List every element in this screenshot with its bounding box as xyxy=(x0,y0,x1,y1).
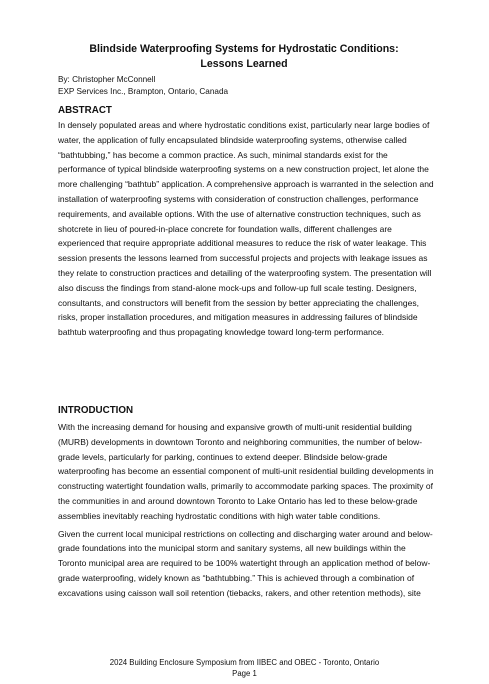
title-line-1: Blindside Waterproofing Systems for Hydrostatic Conditions: xyxy=(89,43,399,55)
page-footer xyxy=(0,657,489,679)
author-line: By: Christopher McConnell xyxy=(58,75,156,84)
abstract-heading: ABSTRACT xyxy=(58,105,112,116)
abstract-paragraph: In densely populated areas and where hydrostatic conditions exist, particularly near large bodies of water, the application of fully encapsulated blindside waterproofing systems, otherwise called “bathtubbing,” has become a common practice. As such, minimal standards exist for the performance of typical blindside waterproofing systems on a new construction project, let alone the more challenging “bathtub” application. A comprehensive approach is warranted in the selection and installation of waterproofing systems with consideration of construction challenges, performance requirements, and available options. With the use of alternative construction techniques, such as shotcrete in lieu of poured-in-place concrete for foundation walls, different challenges are experienced that require appropriate additional measures to reduce the risk of water leakage. This session presents the lessons learned from successful projects and projects with leakage issues as they relate to construction practices and detailing of the waterproofing system. The presentation will also discuss the findings from stand-alone mock-ups and follow-up full scale testing. Designers, consultants, and constructors will benefit from the session by better appreciating the challenges, risks, proper installation procedures, and mitigation measures in addressing failures of blindside bathtub waterproofing and thus propagating knowledge toward long-term performance. xyxy=(58,120,434,338)
title-line-2: Lessons Learned xyxy=(200,58,288,70)
byline xyxy=(58,74,228,98)
introduction-body xyxy=(58,420,434,601)
introduction-paragraph-2: Given the current local municipal restrictions on collecting and discharging water around and below-grade foundations into the municipal storm and sanitary systems, all new buildings within the Toronto municipal area are required to be 100% watertight through an application method of below-grade waterproofing, widely known as “bathtubbing.” This is achieved through a combination of excavations using caisson wall soil retention (tiebacks, rakers, and other retention methods), site xyxy=(58,528,433,598)
footer-page-number: Page 1 xyxy=(232,669,257,678)
introduction-heading: INTRODUCTION xyxy=(58,405,134,416)
abstract-body xyxy=(58,118,434,340)
footer-conference: 2024 Building Enclosure Symposium from IIBEC and OBEC - Toronto, Ontario xyxy=(109,658,380,667)
affiliation-line: EXP Services Inc., Brampton, Ontario, Canada xyxy=(58,87,229,96)
introduction-paragraph-1: With the increasing demand for housing and expansive growth of multi-unit residential building (MURB) developments in downtown Toronto and neighboring communities, the number of below-grade levels, particularly for parking, continues to extend deeper. Blindside below-grade waterproofing has become an essential component of multi-unit residential building developments in constructing watertight foundation walls, primarily to accommodate parking spaces. The proximity of the communities in and around downtown Toronto to Lake Ontario has led to these below-grade assemblies inevitably reaching hydrostatic conditions with high water table conditions. xyxy=(58,422,434,521)
paper-title xyxy=(52,42,436,72)
